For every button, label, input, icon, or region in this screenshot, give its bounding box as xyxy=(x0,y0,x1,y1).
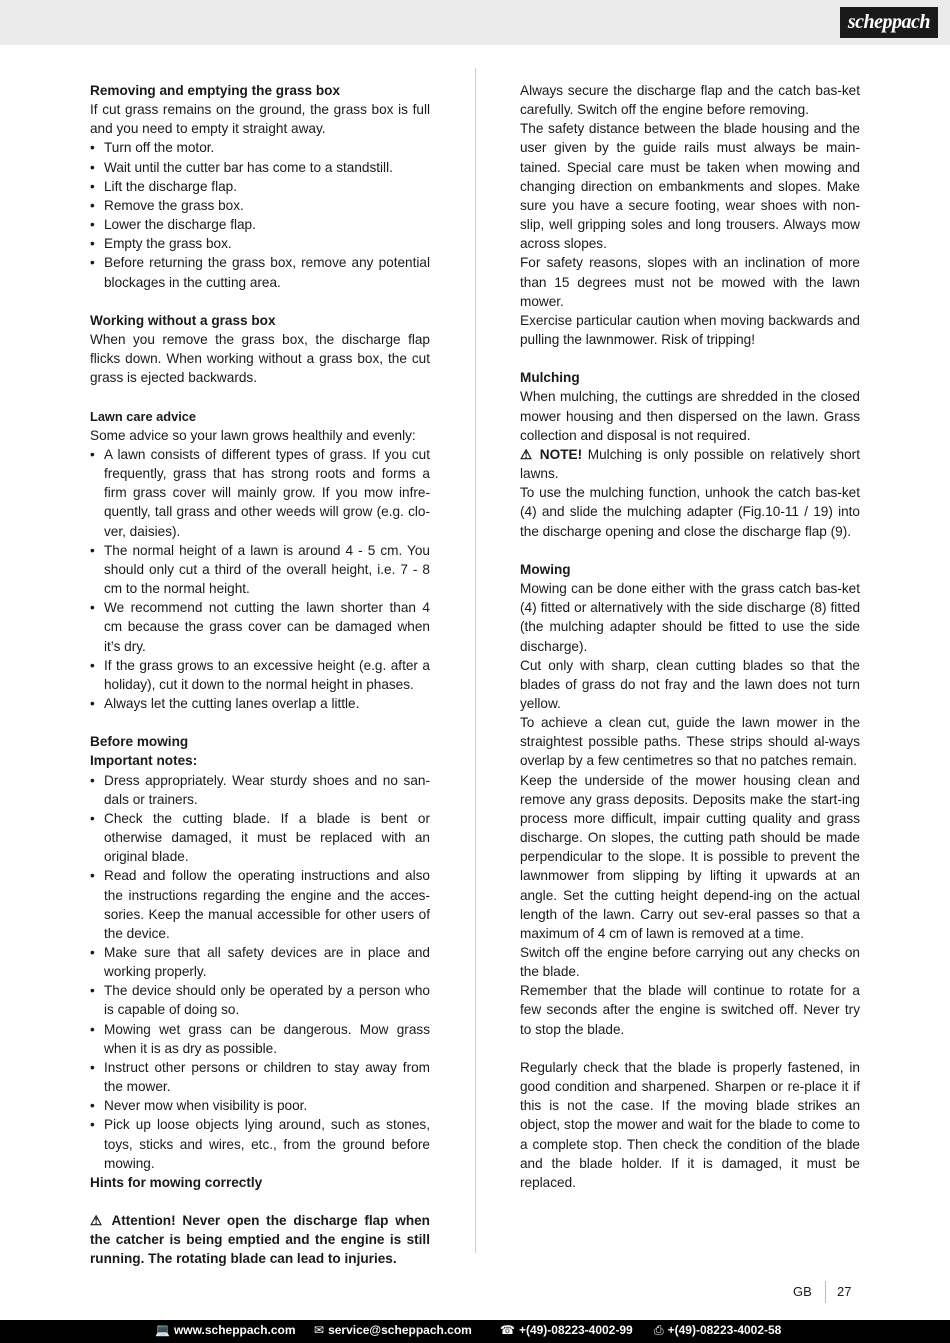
list-item: • Remove the grass box. xyxy=(90,196,430,215)
computer-icon: 💻 xyxy=(155,1323,170,1337)
footer-separator xyxy=(825,1281,826,1303)
page-footer xyxy=(793,1283,852,1301)
list-item: • We recommend not cutting the lawn shorter than 4 cm because the grass cover can be damaged when it’s dry. xyxy=(90,598,430,655)
phone-icon: ☎ xyxy=(500,1323,515,1337)
list-item: • Lift the discharge flap. xyxy=(90,177,430,196)
paragraph-mowing-3: To achieve a clean cut, guide the lawn mower in the straightest possible paths. These strips should al-ways overlap by a few centimetres so that no patches remain. xyxy=(520,715,860,769)
heading-without-grass-box: Working without a grass box xyxy=(90,312,276,328)
attention-warning: ⚠ Attention! Never open the discharge flap when the catcher is being emptied and the engine is still running. The rotating blade can lead to injuries. xyxy=(90,1213,430,1267)
list-item: • Dress appropriately. Wear sturdy shoes and no san-dals or trainers. xyxy=(90,771,430,809)
mulching-note xyxy=(520,445,860,483)
list-item: • Lower the discharge flap. xyxy=(90,215,430,234)
paragraph-mowing-2: Cut only with sharp, clean cutting blades so that the blades of grass do not fray and the lawn does not turn yellow. xyxy=(520,657,860,711)
paragraph-slopes: For safety reasons, slopes with an inclination of more than 15 degrees must not be mowed with the lawn mower. xyxy=(520,255,860,309)
list-item: • Make sure that all safety devices are in place and working properly. xyxy=(90,943,430,981)
fax-icon: ⎙ xyxy=(654,1323,664,1337)
paragraph-mulching-function: To use the mulching function, unhook the catch bas-ket (4) and slide the mulching adapter (Fig.10-11 / 19) into the discharge opening and close the discharge flap (9). xyxy=(520,485,860,539)
paragraph-mulching: When mulching, the cuttings are shredded in the closed mower housing and then dispersed on the lawn. Grass collection and disposal is not required. xyxy=(520,389,860,443)
heading-mowing: Mowing xyxy=(520,561,571,577)
scheppach-logo: scheppach xyxy=(840,7,938,38)
list-item: • Wait until the cutter bar has come to a standstill. xyxy=(90,158,430,177)
heading-hints: Hints for mowing correctly xyxy=(90,1174,263,1190)
note-text: Mulching is only possible on relatively short lawns. xyxy=(520,446,860,482)
paragraph-mowing-7: Regularly check that the blade is properly fastened, in good condition and sharpened. Sharpen or re-place it if this is not the case. If the moving blade strikes an object, stop the mower and wait for the blade to come to a complete stop. Then check the condition of the blade and the blade holder. If it is damaged, it must be replaced. xyxy=(520,1059,860,1190)
heading-lawn-care: Lawn care advice xyxy=(90,408,196,424)
paragraph-safety-distance: The safety distance between the blade housing and the user given by the guide rails must always be main-tained. Special care must be taken when mowing and changing direction on embankments and slopes. Make sure you have a secure footing, wear shoes with non-slip, well gripping soles and long trousers. Always mow across slopes. xyxy=(520,121,860,252)
paragraph-mowing-5: Switch off the engine before carrying out any checks on the blade. xyxy=(520,945,860,980)
important-notes-list xyxy=(90,771,430,1173)
heading-removing: Removing and emptying the grass box xyxy=(90,83,341,98)
website-text: www.scheppach.com xyxy=(173,1323,296,1337)
heading-important-notes: Important notes: xyxy=(90,753,198,769)
paragraph-removing: If cut grass remains on the ground, the grass box is full and you need to empty it straight away. xyxy=(90,102,430,137)
phone-number[interactable] xyxy=(500,1321,633,1339)
list-item: • The device should only be operated by a person who is capable of doing so. xyxy=(90,981,430,1019)
header-bar xyxy=(0,0,950,45)
list-item: • Pick up loose objects lying around, such as stones, toys, sticks and wires, etc., from the ground before mowing. xyxy=(90,1115,430,1172)
list-item: • Always let the cutting lanes overlap a little. xyxy=(90,694,430,713)
lawn-care-list xyxy=(90,445,430,713)
list-item: • Check the cutting blade. If a blade is bent or otherwise damaged, it must be replaced with an original blade. xyxy=(90,809,430,866)
fax-text: +(49)-08223-4002-58 xyxy=(667,1323,782,1337)
list-item: • Turn off the motor. xyxy=(90,138,430,157)
website-link[interactable] xyxy=(155,1321,296,1339)
paragraph-secure-flap: Always secure the discharge flap and the catch bas-ket carefully. Switch off the engine before removing. xyxy=(520,83,860,118)
removing-steps-list xyxy=(90,138,430,291)
list-item: • A lawn consists of different types of grass. If you cut frequently, grass that has strong roots and forms a firm grass cover will mainly grow. If you mow infre-quently, tall grass and other weeds will grow (e.g. clo-ver, daisies). xyxy=(90,445,430,541)
paragraph-lawn-care: Some advice so your lawn grows healthily and evenly: xyxy=(90,427,416,443)
page-number: 27 xyxy=(837,1284,852,1299)
list-item: • Instruct other persons or children to stay away from the mower. xyxy=(90,1058,430,1096)
heading-before-mowing: Before mowing xyxy=(90,734,189,750)
paragraph-mowing-1: Mowing can be done either with the grass catch bas-ket (4) fitted or alternatively with the side discharge (8) fitted (the mulching adapter should be fitted to use the side discharge). xyxy=(520,581,860,654)
paragraph-backwards: Exercise particular caution when moving backwards and pulling the lawnmower. Risk of tripping! xyxy=(520,312,860,348)
paragraph-without-grass-box: When you remove the grass box, the discharge flap flicks down. When working without a grass box, the cut grass is ejected backwards. xyxy=(90,332,430,386)
list-item: • Mowing wet grass can be dangerous. Mow grass when it is as dry as possible. xyxy=(90,1020,430,1058)
list-item: • Read and follow the operating instructions and also the instructions regarding the engine and the acces-sories. Keep the manual accessible for other users of the device. xyxy=(90,866,430,943)
right-column xyxy=(520,81,860,1192)
list-item: • The normal height of a lawn is around 4 - 5 cm. You should only cut a third of the overall height, i.e. 7 - 8 cm to the normal height. xyxy=(90,541,430,598)
note-label: ⚠ NOTE! xyxy=(520,446,583,462)
list-item: • Never mow when visibility is poor. xyxy=(90,1096,430,1115)
contact-bar xyxy=(0,1320,950,1343)
list-item: • Before returning the grass box, remove any potential blockages in the cutting area. xyxy=(90,253,430,291)
email-link[interactable] xyxy=(314,1321,472,1339)
left-column xyxy=(90,81,430,1269)
column-divider xyxy=(475,68,476,1253)
fax-number xyxy=(654,1321,781,1339)
paragraph-mowing-6: Remember that the blade will continue to rotate for a few seconds after the engine is switched off. Never try to stop the blade. xyxy=(520,983,860,1037)
phone-text: +(49)-08223-4002-99 xyxy=(518,1323,633,1337)
list-item: • Empty the grass box. xyxy=(90,234,430,253)
heading-mulching: Mulching xyxy=(520,370,580,386)
language-code: GB xyxy=(793,1284,812,1299)
email-text: service@scheppach.com xyxy=(328,1323,472,1337)
paragraph-mowing-4: Keep the underside of the mower housing clean and remove any grass deposits. Deposits make the start-ing process more difficult, impair cutting quality and grass discharge. On slopes, the cutting path should be made perpendicular to the slope. It is possible to prevent the lawnmower from slipping by lifting it upwards at an angle. Set the cutting height depend-ing on the actual length of the lawn. Carry out sev-eral passes so that a maximum of 4 cm of lawn is removed at a time. xyxy=(520,772,860,941)
list-item: • If the grass grows to an excessive height (e.g. after a holiday), cut it down to the normal height in phases. xyxy=(90,656,430,694)
envelope-icon: ✉ xyxy=(314,1323,325,1337)
